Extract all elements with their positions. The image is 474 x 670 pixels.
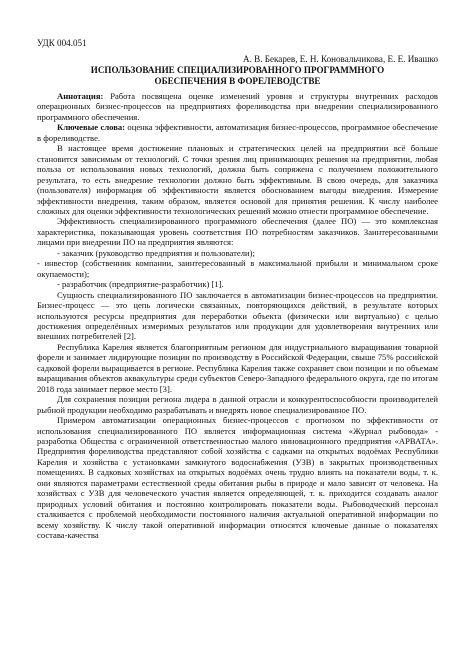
list-item-customer: - заказчик (руководство предприятия и пользователи); xyxy=(57,247,255,258)
paragraph-1: В настоящее время достижение плановых и стратегических целей на предприятии всё больше становится зависимым от технологий. С точки зрения лиц принимающих решения на предприятии, любая польза от использования новых технологий, должна быть сопряжена с получением положительного результата, то есть внедрение технологии должно быть эффективным. В свою очередь, для заказчика (пользователя) информация об эффективности является обоснованием выгоды внедрения. Измерение эффективности внедрения, таким образом, является основой для принятия решения. К числу наиболее сложных для оценки эффективности технологических решений можно отнести программное обеспечение. xyxy=(37,143,438,216)
abstract-text: Работа посвящена оценке изменений уровня и структуры внутренних расходов операционных бизнес-процессов на предприятиях фореливодства при внедрении специализированного программного обеспечения. xyxy=(37,91,438,122)
keywords-label: Ключевые слова: xyxy=(57,122,126,133)
list-item-developer: - разработчик (предприятие-разработчик) [1]. xyxy=(57,279,224,290)
paragraph-4: Республика Карелия является благоприятным регионом для индустриального выращивания товарной форели и занимает лидирующие позиции по производству в Российской Федерации, свыше 75% российской садковой форели выращивается в регионе. Республика Карелия также сохраняет свои позиции и по объемам выращивания объектов аквакультуры среди субъектов Северо-Западного федерального округа, где по итогам 2018 года занимает первое место [3]. xyxy=(37,341,438,394)
keywords xyxy=(37,122,438,143)
udk-code: УДК 004.051 xyxy=(37,38,87,48)
paper-page xyxy=(37,38,438,540)
paragraph-2: Эффективность специализированного программного обеспечения (далее ПО) — это комплексная характеристика, показывающая уровень соответствия ПО потребностям заказчиков. Заинтересованными лицами при внедрении ПО на предприятия являются: xyxy=(37,216,438,248)
paragraph-3: Сущность специализированного ПО заключается в автоматизации бизнес-процессов на предприятии. Бизнес-процесс — это цепь логически связанных, повторяющихся действий, в результате которых используются ресурсы предприятия для переработки объекта (физически или виртуально) с целью достижения определённых измеримых результатов или продукции для удовлетворения внутренних или внешних потребителей [2]. xyxy=(37,289,438,342)
keywords-text: оценка эффективности, автоматизация бизнес-процессов, программное обеспечение в фореливодстве. xyxy=(37,122,438,143)
authors: А. В. Бекарев, Е. Н. Коновальчикова, Е. Е. Ивашко xyxy=(243,54,438,64)
abstract-label: Аннотация: xyxy=(57,91,104,101)
paragraph-6: Примером автоматизации операционных бизнес-процессов с прогнозом по эффективности от использования специализированного ПО является информационная система «Журнал рыбовода» - разработка Общества с ограниченной ответственностью малого инновационного предприятия «АРВАТА». Предприятия фореливодства представляют собой хозяйства с садками на открытых водоёмах Республики Карелия и хозяйства с установками замкнутого водоснабжения (УЗВ) в закрытых производственных помещениях. В садковых хозяйствах на открытых водоёмах очень трудно влиять на показатели воды, т. к. они являются параметрами естественной среды обитания рыбы в природе и мало зависят от человека. На хозяйствах с УЗВ для человеческого участия является определяющей, т. к. приходится создавать аналог природных условий обитания и постоянно контролировать показатели воды. Рыбоводческий персонал сталкивается с проблемой необходимости постоянного наличия актуальной оперативной информации по всему хозяйству. К числу такой оперативной информации относятся ключевые данные о показателях состава-качества xyxy=(37,415,438,541)
paragraph-5: Для сохранения позиции региона лидера в данной отрасли и конкурентоспособности производителей рыбной продукции необходимо разрабатывать и внедрять новое специализированное ПО. xyxy=(37,394,438,415)
paper-title-line-2: ОБЕСПЕЧЕНИЯ В ФОРЕЛЕВОДСТВЕ xyxy=(154,76,321,86)
abstract xyxy=(37,91,438,122)
list-item-investor: - инвестор (собственник компании, заинтересованный в максимальной прибыли и минимальном сроке окупаемости); xyxy=(37,258,438,279)
paper-title-line-1: ИСПОЛЬЗОВАНИЕ СПЕЦИАЛИЗИРОВАННОГО ПРОГРАММНОГО xyxy=(90,65,385,75)
